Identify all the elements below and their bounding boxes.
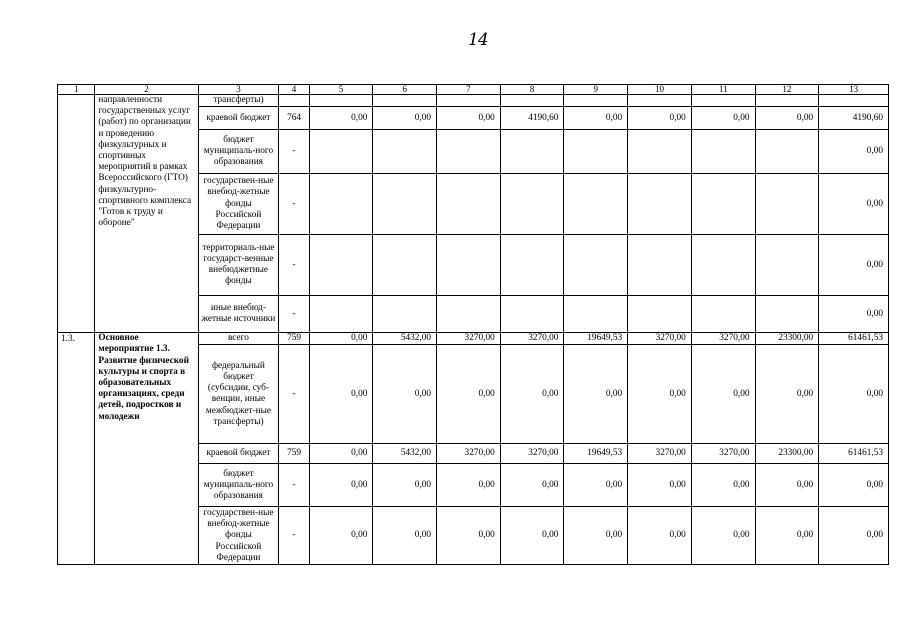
amount-cell — [628, 235, 692, 296]
amount-cell — [373, 174, 437, 235]
amount-cell — [564, 235, 628, 296]
amount-cell — [755, 174, 819, 235]
page-number: 14 — [468, 30, 488, 50]
funding-source-cell: государствен-ные внебюд-жетные фонды Российской Федерации — [198, 507, 279, 565]
amount-cell: 0,00 — [373, 107, 437, 130]
amount-cell: 0,00 — [309, 464, 373, 507]
code-cell: 764 — [279, 107, 309, 130]
amount-cell: 0,00 — [309, 333, 373, 345]
column-number-cell: 2 — [95, 85, 198, 95]
amount-cell — [691, 235, 755, 296]
amount-cell: 0,00 — [755, 345, 819, 444]
amount-cell: 4190,60 — [819, 107, 889, 130]
amount-cell: 23300,00 — [755, 333, 819, 345]
amount-cell: 0,00 — [309, 444, 373, 464]
amount-cell: 0,00 — [628, 464, 692, 507]
amount-cell — [564, 174, 628, 235]
amount-cell — [564, 130, 628, 174]
amount-cell — [628, 296, 692, 333]
amount-cell — [500, 296, 564, 333]
amount-cell — [309, 296, 373, 333]
amount-cell: 0,00 — [500, 464, 564, 507]
amount-cell: 0,00 — [500, 507, 564, 565]
amount-cell: 0,00 — [819, 174, 889, 235]
amount-cell — [437, 235, 501, 296]
amount-cell: 5432,00 — [373, 333, 437, 345]
funding-source-cell: федеральный бюджет (субсидии, суб-венции, иные межбюджет-ные трансферты) — [198, 345, 279, 444]
amount-cell: 5432,00 — [373, 444, 437, 464]
amount-cell — [755, 95, 819, 107]
amount-cell: 0,00 — [500, 345, 564, 444]
activity-description-cell: Основное мероприятие 1.3. Развитие физической культуры и спорта в образовательных организациях, среди детей, подростков и молодежи — [95, 333, 198, 565]
column-number-cell: 5 — [309, 85, 373, 95]
code-cell: - — [279, 464, 309, 507]
code-cell — [279, 95, 309, 107]
funding-source-cell: трансферты) — [198, 95, 279, 107]
amount-cell — [755, 235, 819, 296]
amount-cell — [309, 235, 373, 296]
amount-cell: 0,00 — [564, 345, 628, 444]
amount-cell — [628, 174, 692, 235]
amount-cell: 19649,53 — [564, 444, 628, 464]
funding-source-cell: бюджет муниципаль-ного образования — [198, 464, 279, 507]
code-cell: 759 — [279, 333, 309, 345]
amount-cell: 3270,00 — [691, 333, 755, 345]
amount-cell: 0,00 — [819, 345, 889, 444]
amount-cell: 0,00 — [819, 296, 889, 333]
amount-cell: 61461,53 — [819, 333, 889, 345]
amount-cell: 0,00 — [628, 107, 692, 130]
amount-cell: 0,00 — [628, 507, 692, 565]
column-number-cell: 3 — [198, 85, 279, 95]
column-number-cell: 13 — [819, 85, 889, 95]
amount-cell: 3270,00 — [628, 444, 692, 464]
amount-cell — [437, 296, 501, 333]
amount-cell: 0,00 — [373, 345, 437, 444]
budget-table — [57, 84, 889, 565]
column-number-cell: 11 — [691, 85, 755, 95]
amount-cell — [628, 95, 692, 107]
column-number-cell: 4 — [279, 85, 309, 95]
amount-cell — [373, 130, 437, 174]
amount-cell — [309, 95, 373, 107]
amount-cell — [500, 130, 564, 174]
amount-cell — [755, 130, 819, 174]
code-cell: - — [279, 296, 309, 333]
amount-cell — [691, 174, 755, 235]
amount-cell — [437, 95, 501, 107]
amount-cell: 3270,00 — [500, 444, 564, 464]
amount-cell: 3270,00 — [437, 444, 501, 464]
amount-cell — [437, 174, 501, 235]
amount-cell — [373, 296, 437, 333]
amount-cell — [755, 296, 819, 333]
amount-cell — [691, 95, 755, 107]
column-number-cell: 1 — [58, 85, 95, 95]
amount-cell: 0,00 — [755, 507, 819, 565]
amount-cell — [437, 130, 501, 174]
amount-cell: 0,00 — [755, 464, 819, 507]
column-number-cell: 7 — [437, 85, 501, 95]
code-cell: - — [279, 174, 309, 235]
amount-cell — [628, 130, 692, 174]
amount-cell: 3270,00 — [500, 333, 564, 345]
amount-cell — [309, 174, 373, 235]
funding-source-cell: всего — [198, 333, 279, 345]
funding-source-cell: государствен-ные внебюд-жетные фонды Российской Федерации — [198, 174, 279, 235]
amount-cell: 0,00 — [373, 464, 437, 507]
amount-cell: 0,00 — [437, 507, 501, 565]
amount-cell — [564, 296, 628, 333]
amount-cell — [500, 95, 564, 107]
amount-cell: 0,00 — [437, 464, 501, 507]
activity-description-cell: направленности государственных услуг (работ) по организации и проведению физкультурных и спортивных мероприятий в рамках Всероссийского (ГТО) физкультурно-спортивного комплекса "Готов к труду и обороне" — [95, 95, 198, 333]
amount-cell — [500, 174, 564, 235]
amount-cell: 3270,00 — [691, 444, 755, 464]
amount-cell — [564, 95, 628, 107]
amount-cell: 0,00 — [691, 507, 755, 565]
amount-cell: 0,00 — [691, 107, 755, 130]
funding-source-cell: бюджет муниципаль-ного образования — [198, 130, 279, 174]
amount-cell — [373, 235, 437, 296]
amount-cell: 0,00 — [628, 345, 692, 444]
amount-cell: 0,00 — [437, 345, 501, 444]
row-number-cell: 1.3. — [58, 333, 95, 565]
code-cell: - — [279, 130, 309, 174]
code-cell: - — [279, 345, 309, 444]
amount-cell: 0,00 — [437, 107, 501, 130]
amount-cell — [691, 130, 755, 174]
code-cell: - — [279, 507, 309, 565]
amount-cell — [819, 95, 889, 107]
amount-cell: 0,00 — [309, 345, 373, 444]
amount-cell: 0,00 — [564, 107, 628, 130]
amount-cell: 0,00 — [755, 107, 819, 130]
amount-cell: 19649,53 — [564, 333, 628, 345]
table-row — [58, 333, 889, 345]
amount-cell: 0,00 — [819, 130, 889, 174]
funding-source-cell: иные внебюд-жетные источники — [198, 296, 279, 333]
amount-cell: 0,00 — [819, 464, 889, 507]
amount-cell: 0,00 — [373, 507, 437, 565]
row-number-cell — [58, 95, 95, 333]
column-number-cell: 8 — [500, 85, 564, 95]
table-row — [58, 95, 889, 107]
code-cell: 759 — [279, 444, 309, 464]
amount-cell: 0,00 — [564, 464, 628, 507]
funding-source-cell: краевой бюджет — [198, 107, 279, 130]
amount-cell: 23300,00 — [755, 444, 819, 464]
column-number-cell: 10 — [628, 85, 692, 95]
amount-cell — [691, 296, 755, 333]
amount-cell: 0,00 — [564, 507, 628, 565]
column-number-cell: 12 — [755, 85, 819, 95]
table-header-row — [58, 85, 889, 95]
column-number-cell: 6 — [373, 85, 437, 95]
column-number-cell: 9 — [564, 85, 628, 95]
amount-cell: 3270,00 — [437, 333, 501, 345]
amount-cell: 0,00 — [309, 107, 373, 130]
amount-cell — [373, 95, 437, 107]
amount-cell: 61461,53 — [819, 444, 889, 464]
amount-cell: 0,00 — [691, 345, 755, 444]
amount-cell: 0,00 — [309, 507, 373, 565]
funding-source-cell: краевой бюджет — [198, 444, 279, 464]
code-cell: - — [279, 235, 309, 296]
amount-cell: 3270,00 — [628, 333, 692, 345]
amount-cell: 4190,60 — [500, 107, 564, 130]
funding-source-cell: территориаль-ные государст-венные внебюджетные фонды — [198, 235, 279, 296]
amount-cell: 0,00 — [691, 464, 755, 507]
amount-cell — [500, 235, 564, 296]
amount-cell: 0,00 — [819, 235, 889, 296]
amount-cell: 0,00 — [819, 507, 889, 565]
amount-cell — [309, 130, 373, 174]
